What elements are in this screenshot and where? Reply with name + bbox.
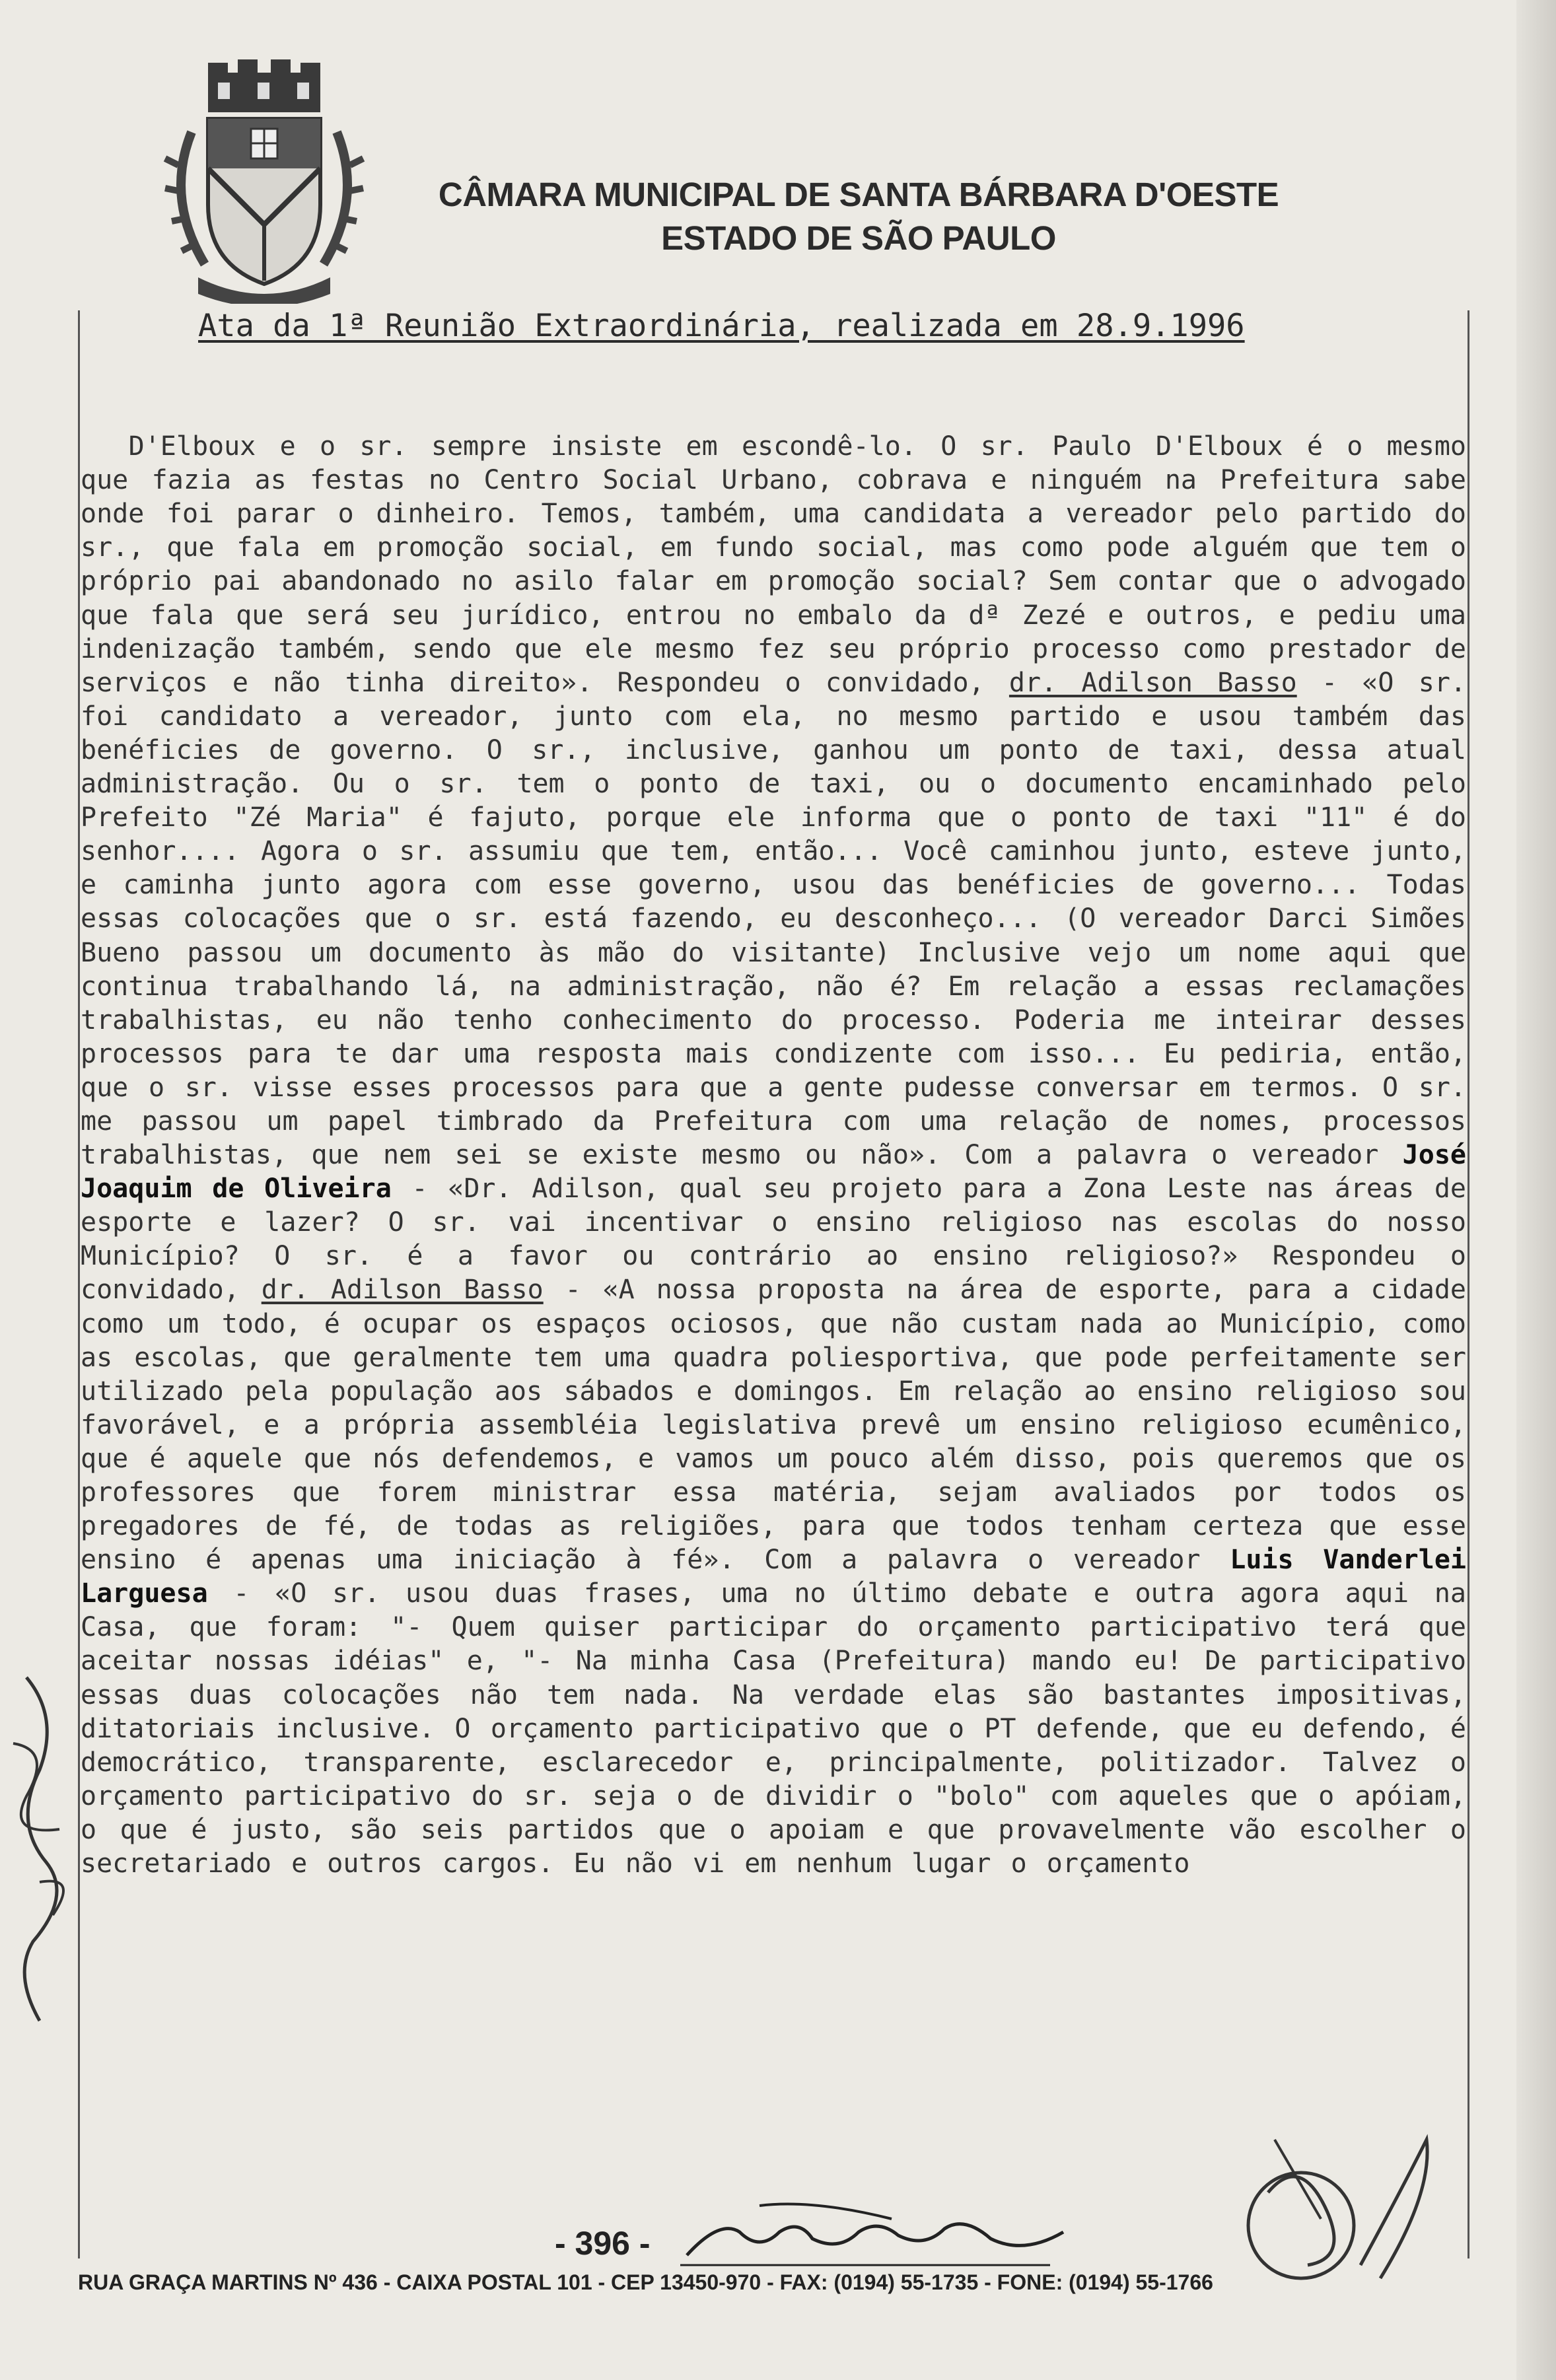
- coat-of-arms-icon: [152, 53, 376, 304]
- institution-header: [436, 173, 1281, 260]
- state-name: ESTADO DE SÃO PAULO: [661, 219, 1056, 257]
- signature-icon: [680, 2192, 1077, 2272]
- page-number: - 396 -: [555, 2225, 651, 2262]
- institution-name: CÂMARA MUNICIPAL DE SANTA BÁRBARA D'OESTE: [438, 176, 1279, 213]
- speaker-name: dr. Adilson Basso: [1008, 667, 1297, 698]
- councilman-name: José Joaquim de Oliveira: [81, 1140, 1487, 1205]
- speaker-name: dr. Adilson Basso: [261, 1275, 544, 1306]
- body-text-segment: - «Dr. Adilson, qual seu projeto para a Zona Leste nas áreas de esporte e lazer? O sr. vai incentivar o ensino religioso nas escolas do nosso Município? O sr. é a favor ou contrário ao ensino religioso?» Respondeu o convidado,: [81, 1173, 1487, 1306]
- minutes-heading: Ata da 1ª Reunião Extraordinária, realizada em 28.9.1996: [198, 308, 1245, 344]
- letterhead-footer: RUA GRAÇA MARTINS Nº 436 - CAIXA POSTAL 101 - CEP 13450-970 - FAX: (0194) 55-1735 - FONE: (0194) 55-1766: [78, 2270, 1213, 2294]
- minutes-body: [81, 396, 1487, 1881]
- page-edge-shadow: [1516, 0, 1556, 2380]
- body-text-segment: - «O sr. foi candidato a vereador, junto com ela, no mesmo partido e usou também das benéficies de governo. O sr., inclusive, ganhou um ponto de taxi, dessa atual administração. Ou o sr. tem o ponto de taxi, ou o documento encaminhado pelo Prefeito "Zé Maria" é fajuto, porque ele informa que o ponto de taxi "11" é do senhor.... Agora o sr. assumiu que tem, então... Você caminhou junto, esteve junto, e caminha junto agora com esse governo, usou das benéficies de governo... Todas essas colocações que o sr. está fazendo, eu desconheço... (O vereador Darci Simões Bueno passou um documento às mão do visitante) Inclusive vejo um nome aqui que continua trabalhando lá, na administração, não é? Em relação a essas reclamações trabalhistas, eu não tenho conhecimento do processo. Poderia me inteirar desses processos para te dar uma resposta mais condizente com isso... Eu pediria, então, que o sr. visse esses processos para que a gente pudesse conversar em termos. O sr. me passou um papel timbrado da Prefeitura com uma relação de nomes, processos trabalhistas, que nem sei se existe mesmo ou não». Com a palavra o vereador: [81, 667, 1487, 1171]
- body-text-segment: D'Elboux e o sr. sempre insiste em escondê-lo. O sr. Paulo D'Elboux é o mesmo que fazia as festas no Centro Social Urbano, cobrava e ninguém na Prefeitura sabe onde foi parar o dinheiro. Temos, também, uma candidata a vereador pelo partido do sr., que fala em promoção social, em fundo social, mas como pode alguém que tem o próprio pai abandonado no asilo falar em promoção social? Sem contar que o advogado que fala que será seu jurídico, entrou no embalo da dª Zezé e outros, e pediu uma indenização também, sendo que ele mesmo fez seu próprio processo como prestador de serviços e não tinha direito». Respondeu o convidado,: [81, 431, 1487, 698]
- body-text-segment: - «A nossa proposta na área de esporte, para a cidade como um todo, é ocupar os espaços ociosos, que não custam nada ao Município, como as escolas, que geralmente tem uma quadra poliesportiva, que pode perfeitamente ser utilizado pela população aos sábados e domingos. Em relação ao ensino religioso sou favorável, e a própria assembléia legislativa prevê um ensino religioso ecumênico, que é aquele que nós defendemos, e vamos um pouco além disso, pois queremos que os professores que forem ministrar essa matéria, sejam avaliados por todos os pregadores de fé, de todas as religiões, para que todos tenham certeza que esse ensino é apenas uma iniciação à fé». Com a palavra o vereador: [81, 1275, 1487, 1576]
- margin-signature-icon: [0, 1664, 99, 2034]
- body-text-segment: - «O sr. usou duas frases, uma no último debate e outra agora aqui na Casa, que foram: "- Quem quiser participar do orçamento participativo terá que aceitar nossas idéias" e, "- Na minha Casa (Prefeitura) mando eu! De participativo essas duas colocações não tem nada. Na verdade elas são bastantes impositivas, ditatoriais inclusive. O orçamento participativo que o PT defende, que eu defendo, é democrático, transparente, esclarecedor e, principalmente, politizador. Talvez o orçamento participativo do sr. seja o de dividir o "bolo" com aqueles que o apóiam, o que é justo, são seis partidos que o apoiam e que provavelmente vão escolher o secretariado e outros cargos. Eu não vi em nenhum lugar o orçamento: [81, 1578, 1487, 1879]
- councilman-name: Luis Vanderlei Larguesa: [81, 1545, 1487, 1609]
